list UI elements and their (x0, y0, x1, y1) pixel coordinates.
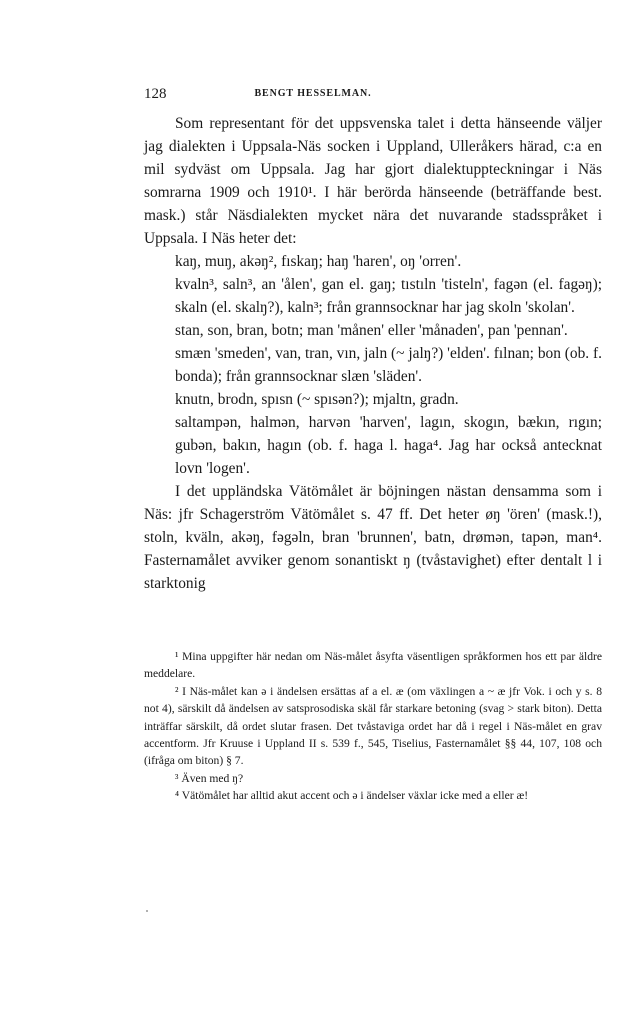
page-header (144, 86, 482, 104)
footnote: ³ Även med ŋ? (175, 771, 244, 785)
example-line: kvaln³, saln³, an 'ålen', gan el. gaŋ; tıstıln 'tisteln', fagən (el. fagəŋ); skaln (el. skalŋ?), kaln³; från grannsocknar har jag skoln 'skolan'. (175, 276, 602, 316)
example-line: stan, son, bran, botn; man 'månen' eller 'månaden', pan 'pennan'. (175, 322, 568, 339)
paragraph: Som representant för det uppsvenska talet i detta hänseende väljer jag dialekten i Uppsala-Näs socken i Uppland, Ulleråkers härad, c:a en mil sydväst om Uppsala. Jag har gjort dialektuppteckningar i Näs somrarna 1909 och 1910¹. I här berörda hänseende (beträffande best. mask.) står Näsdialekten mycket nära det nuvarande stadsspråket i Uppsala. I Näs heter det: (144, 115, 602, 247)
page-number: 128 (144, 86, 167, 102)
paper-speck (146, 910, 148, 912)
footnote: ⁴ Vätömålet har alltid akut accent och ə i ändelser växlar icke med a eller æ! (175, 789, 529, 803)
footnote: ¹ Mina uppgifter här nedan om Näs-målet åsyfta väsentligen språkformen hos ett par äldre meddelare. (144, 650, 602, 681)
example-line: smæn 'smeden', van, tran, vın, jaln (~ jalŋ?) 'elden'. fılnan; bon (ob. f. bonda); från grannsocknar slæn 'släden'. (175, 345, 602, 385)
paragraph: I det uppländska Vätömålet är böjningen nästan densamma som i Näs: jfr Schagerström Vätömålet s. 47 ff. Det heter øŋ 'ören' (mask.!), stoln, kväln, akəŋ, fəgəln, bran 'brunnen', batn, drømən, tapən, man⁴. Fasternamålet avviker genom sonantiskt ŋ (tvåstavighet) efter dentalt l i starktonig (144, 483, 602, 592)
example-line: kaŋ, muŋ, akəŋ², fıskaŋ; haŋ 'haren', oŋ 'orren'. (175, 253, 462, 270)
footnote: ² I Näs-målet kan ə i ändelsen ersättas af a el. æ (om växlingen a ~ æ jfr Vok. i och y s. 8 not 4), särskilt då ändelsen av satsprosodiska skäl får starkare betoning (svag > stark biton). Detta inträffar särskilt, då ordet slutar frasen. Det tvåstaviga ordet har då i regel i Näs-målet en grav accentform. Jfr Kruuse i Uppland II s. 539 f., 545, Tiselius, Fasternamålet §§ 44, 107, 108 och (ifråga om biton) § 7. (144, 684, 602, 768)
example-line: saltampən, halmən, harvən 'harven', lagın, skogın, bækın, rıgın; gubən, bakın, hagın (ob. f. haga l. haga⁴. Jag har också antecknat lovn 'logen'. (175, 414, 602, 477)
running-head: BENGT HESSELMAN. (254, 88, 372, 99)
example-line: knutn, brodn, spısn (~ spısən?); mjaltn, gradn. (175, 391, 459, 408)
body-text (144, 112, 602, 595)
footnotes (144, 648, 602, 805)
